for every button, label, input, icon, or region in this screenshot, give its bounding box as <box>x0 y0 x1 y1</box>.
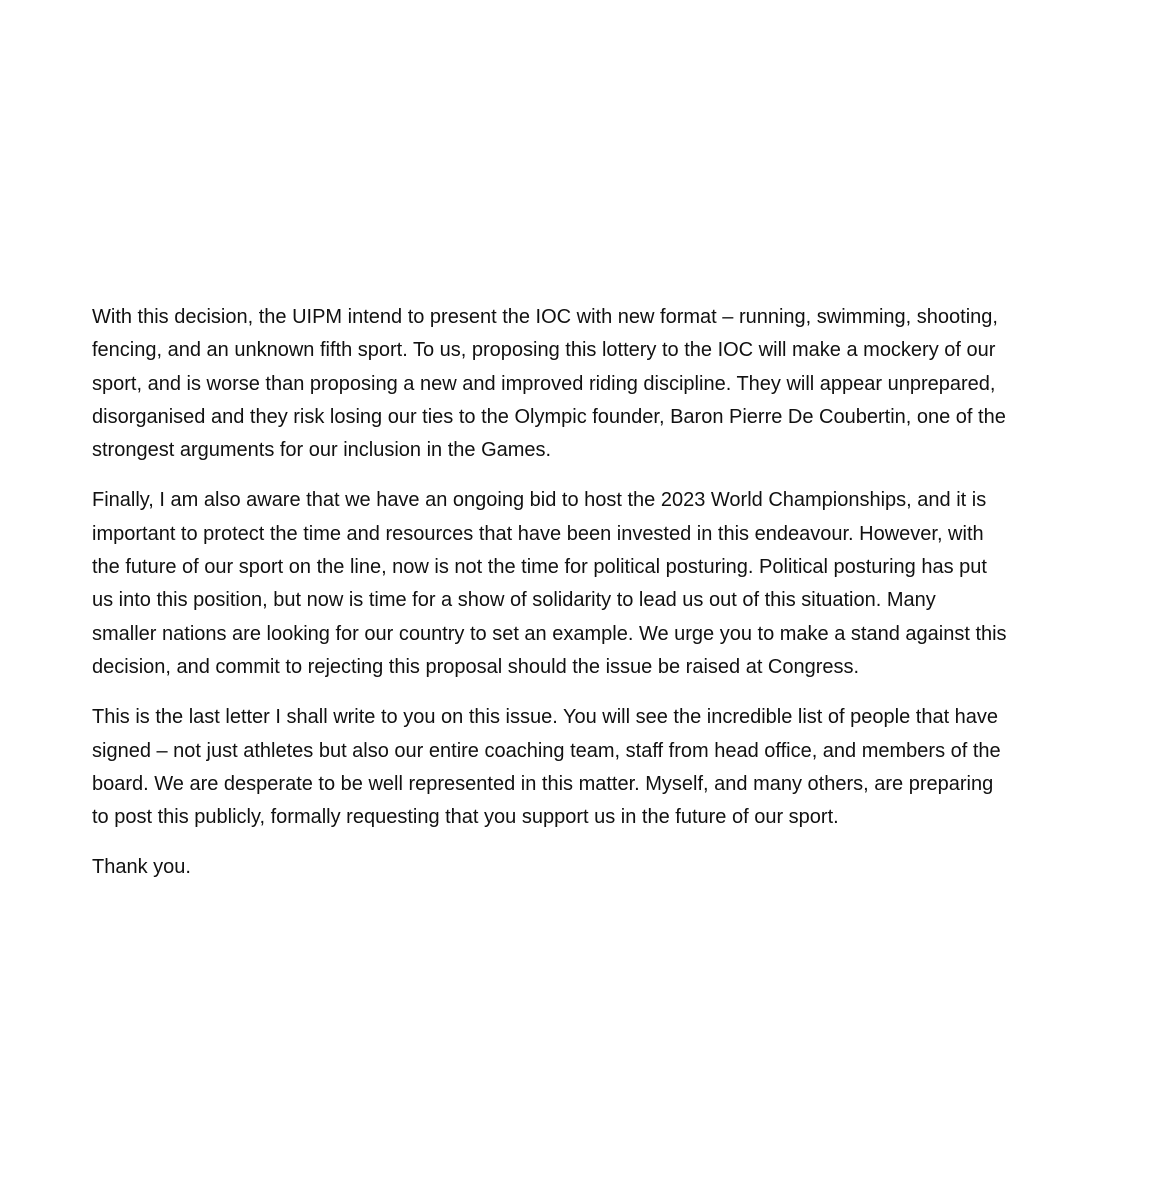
paragraph-uipm-decision <box>92 301 1092 467</box>
text-line: signed – not just athletes but also our entire coaching team, staff from head office, and members of the <box>92 739 1001 762</box>
text-line: With this decision, the UIPM intend to present the IOC with new format – running, swimming, shooting, <box>92 306 998 328</box>
letter-body <box>92 301 1092 902</box>
text-line: decision, and commit to rejecting this proposal should the issue be raised at Congress. <box>92 655 860 678</box>
closing-line: Thank you. <box>92 856 191 879</box>
paragraph-closing <box>92 851 1092 884</box>
text-line: Finally, I am also aware that we have an ongoing bid to host the 2023 World Championships, and it is <box>92 489 987 512</box>
text-line: strongest arguments for our inclusion in the Games. <box>92 439 552 462</box>
paragraph-world-championships <box>92 484 1092 684</box>
text-line: important to protect the time and resources that have been invested in this endeavour. However, with <box>92 522 984 545</box>
text-line: us into this position, but now is time for a show of solidarity to lead us out of this situation. Many <box>92 589 936 612</box>
text-line: board. We are desperate to be well represented in this matter. Myself, and many others, are preparing <box>92 772 994 795</box>
text-line: sport, and is worse than proposing a new and improved riding discipline. They will appear unprepared, <box>92 372 996 395</box>
text-line: to post this publicly, formally requesting that you support us in the future of our sport. <box>92 806 839 829</box>
text-line: fencing, and an unknown fifth sport. To us, proposing this lottery to the IOC will make a mockery of our <box>92 339 996 362</box>
text-line: smaller nations are looking for our country to set an example. We urge you to make a stand against this <box>92 622 1007 645</box>
text-line: This is the last letter I shall write to you on this issue. You will see the incredible list of people that have <box>92 706 999 729</box>
text-line: disorganised and they risk losing our ties to the Olympic founder, Baron Pierre De Coubertin, one of the <box>92 405 1006 428</box>
paragraph-last-letter <box>92 701 1092 834</box>
text-line: the future of our sport on the line, now is not the time for political posturing. Political posturing has put <box>92 556 987 579</box>
